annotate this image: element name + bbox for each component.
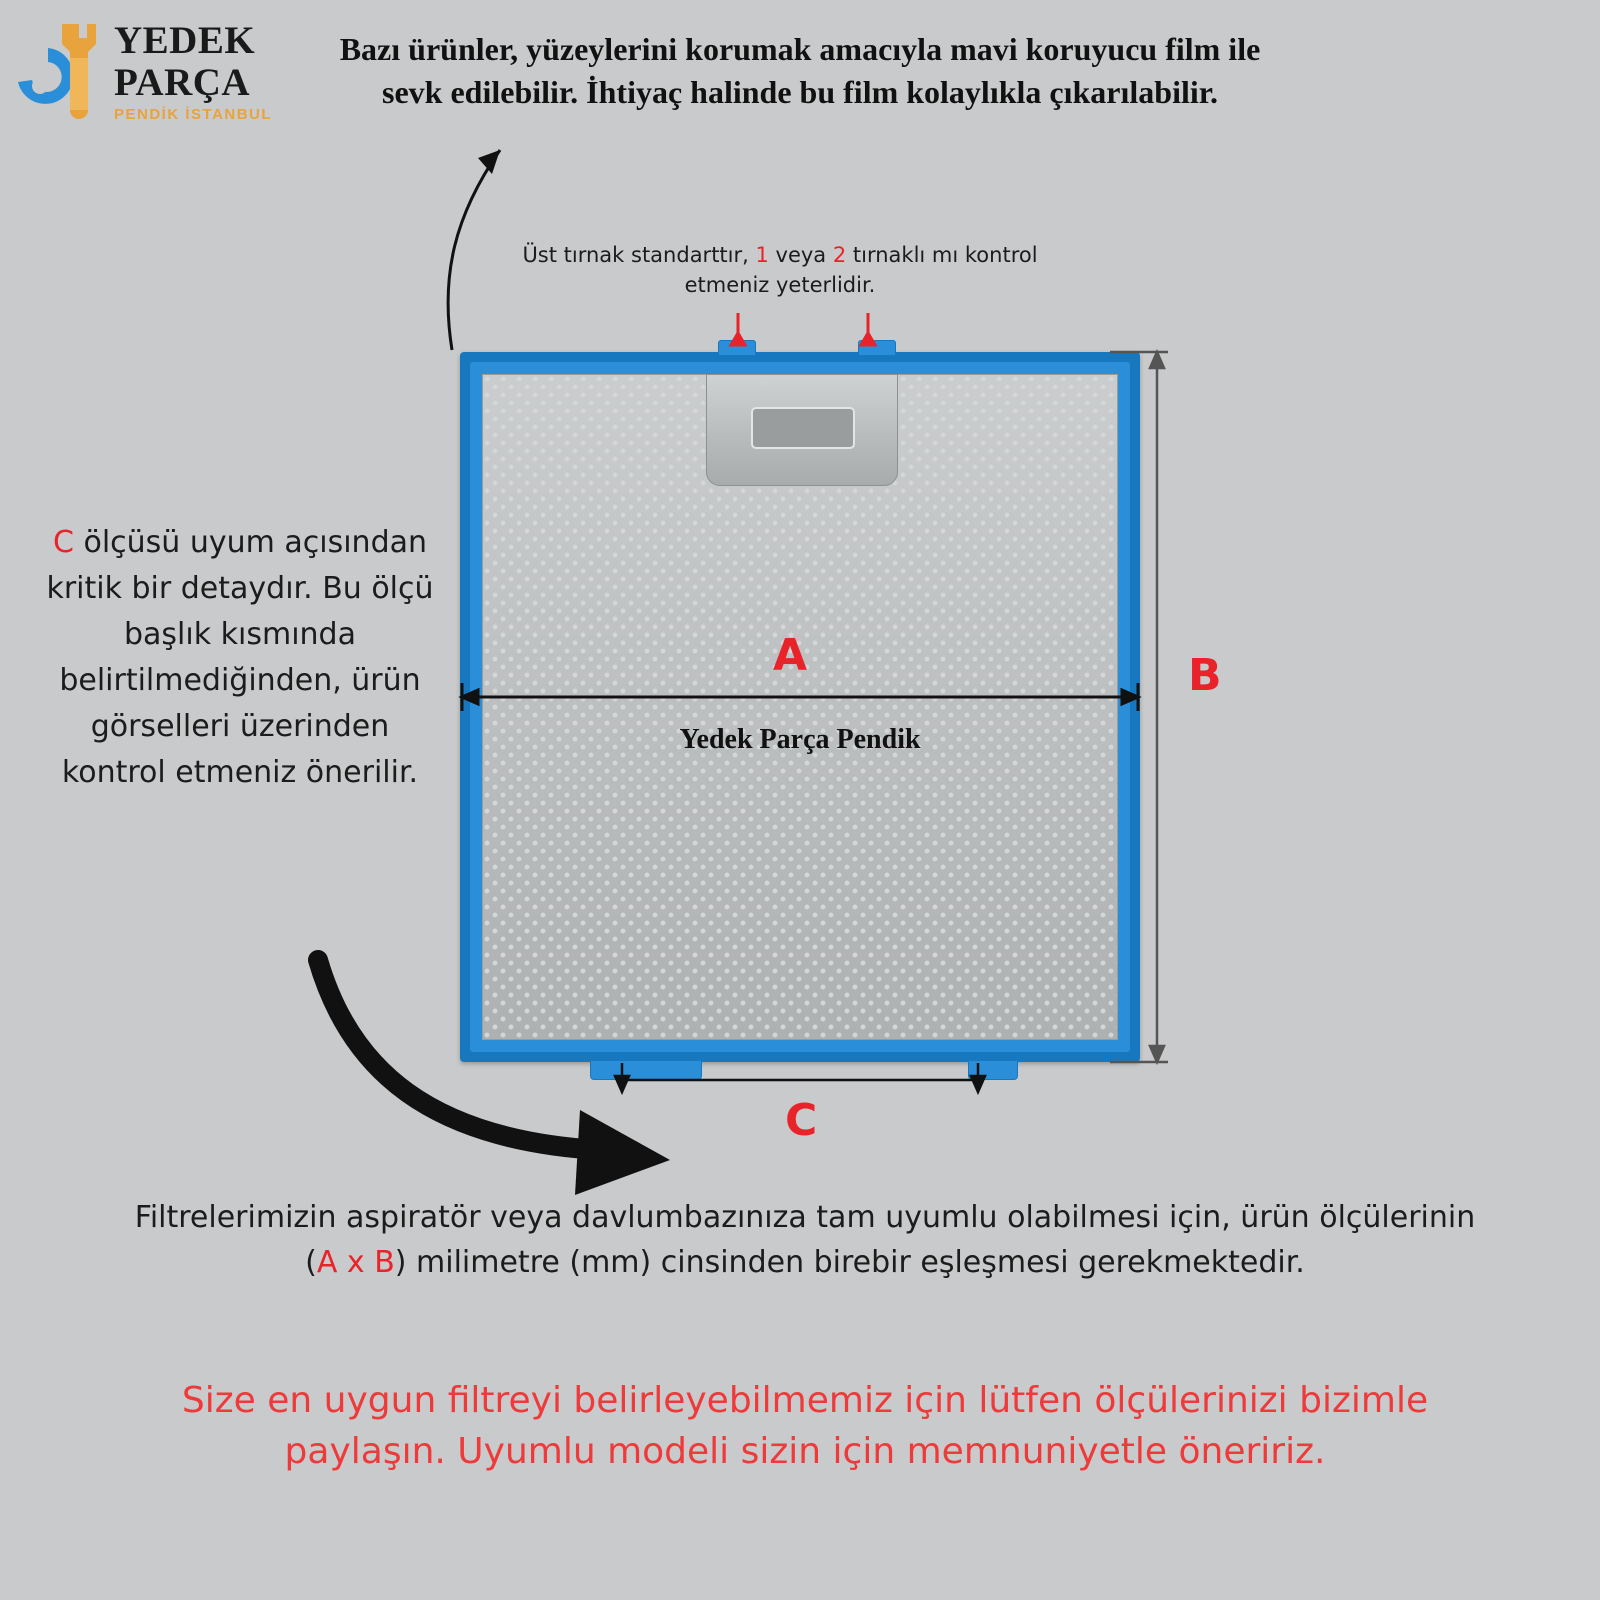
dimension-label-b: B <box>1188 650 1222 701</box>
c-measurement-text: ölçüsü uyum açısından kritik bir detaydır. Bu ölçü başlık kısmında belirtilmediğinden, ürün görselleri üzerinden kontrol etmeniz önerilir. <box>46 525 434 790</box>
grease-filter-illustration <box>460 352 1140 1062</box>
size-match-part-2: ) milimetre (mm) cinsinden birebir eşleşmesi gerekmektedir. <box>394 1245 1305 1280</box>
c-measurement-highlight: C <box>52 525 74 560</box>
brand-logo <box>10 8 310 143</box>
filter-handle-slot <box>751 407 855 449</box>
tab-note-part-1: Üst tırnak standarttır, <box>522 243 756 267</box>
dimension-label-c: C <box>785 1095 818 1146</box>
logo-line-1: YEDEK <box>114 19 256 62</box>
tab-count-note <box>520 240 1040 300</box>
tab-note-number-1: 1 <box>755 243 769 267</box>
filter-top-tab-2 <box>858 340 896 356</box>
size-match-note <box>120 1195 1490 1285</box>
c-measurement-note <box>40 520 440 796</box>
logo-subtitle: PENDİK İSTANBUL <box>114 106 273 123</box>
filter-watermark: Yedek Parça Pendik <box>679 724 921 755</box>
dimension-label-a: A <box>773 630 808 681</box>
tab-note-part-2: veya <box>768 243 833 267</box>
size-match-part-1: Filtrelerimizin aspiratör veya davlumbazınıza tam uyumlu olabilmesi için, ürün ölçülerinin ( <box>134 1200 1476 1280</box>
wrench-gear-logo-icon <box>10 12 110 132</box>
headline-text: Bazı ürünler, yüzeylerini korumak amacıyla mavi koruyucu film ile sevk edilebilir. İhtiyaç halinde bu film kolaylıkla çıkarılabilir. <box>339 31 1261 110</box>
size-match-highlight: A x B <box>316 1245 395 1280</box>
filter-bottom-tab-2 <box>968 1060 1018 1080</box>
tab-note-number-2: 2 <box>832 243 847 267</box>
filter-handle <box>706 374 898 486</box>
filter-top-tab-1 <box>718 340 756 356</box>
tab-note-part-3: tırnaklı mı kontrol etmeniz yeterlidir. <box>684 243 1038 297</box>
call-to-action-text: Size en uygun filtreyi belirleyebilmemiz için lütfen ölçülerinizi bizimle paylaşın. Uyumlu modeli sizin için memnuniyetle öneririz. <box>181 1380 1429 1472</box>
filter-bottom-tab-1 <box>590 1060 702 1080</box>
logo-wordmark <box>114 20 314 123</box>
headline-curved-arrow-icon <box>448 150 500 350</box>
logo-line-2: PARÇA <box>114 61 251 104</box>
